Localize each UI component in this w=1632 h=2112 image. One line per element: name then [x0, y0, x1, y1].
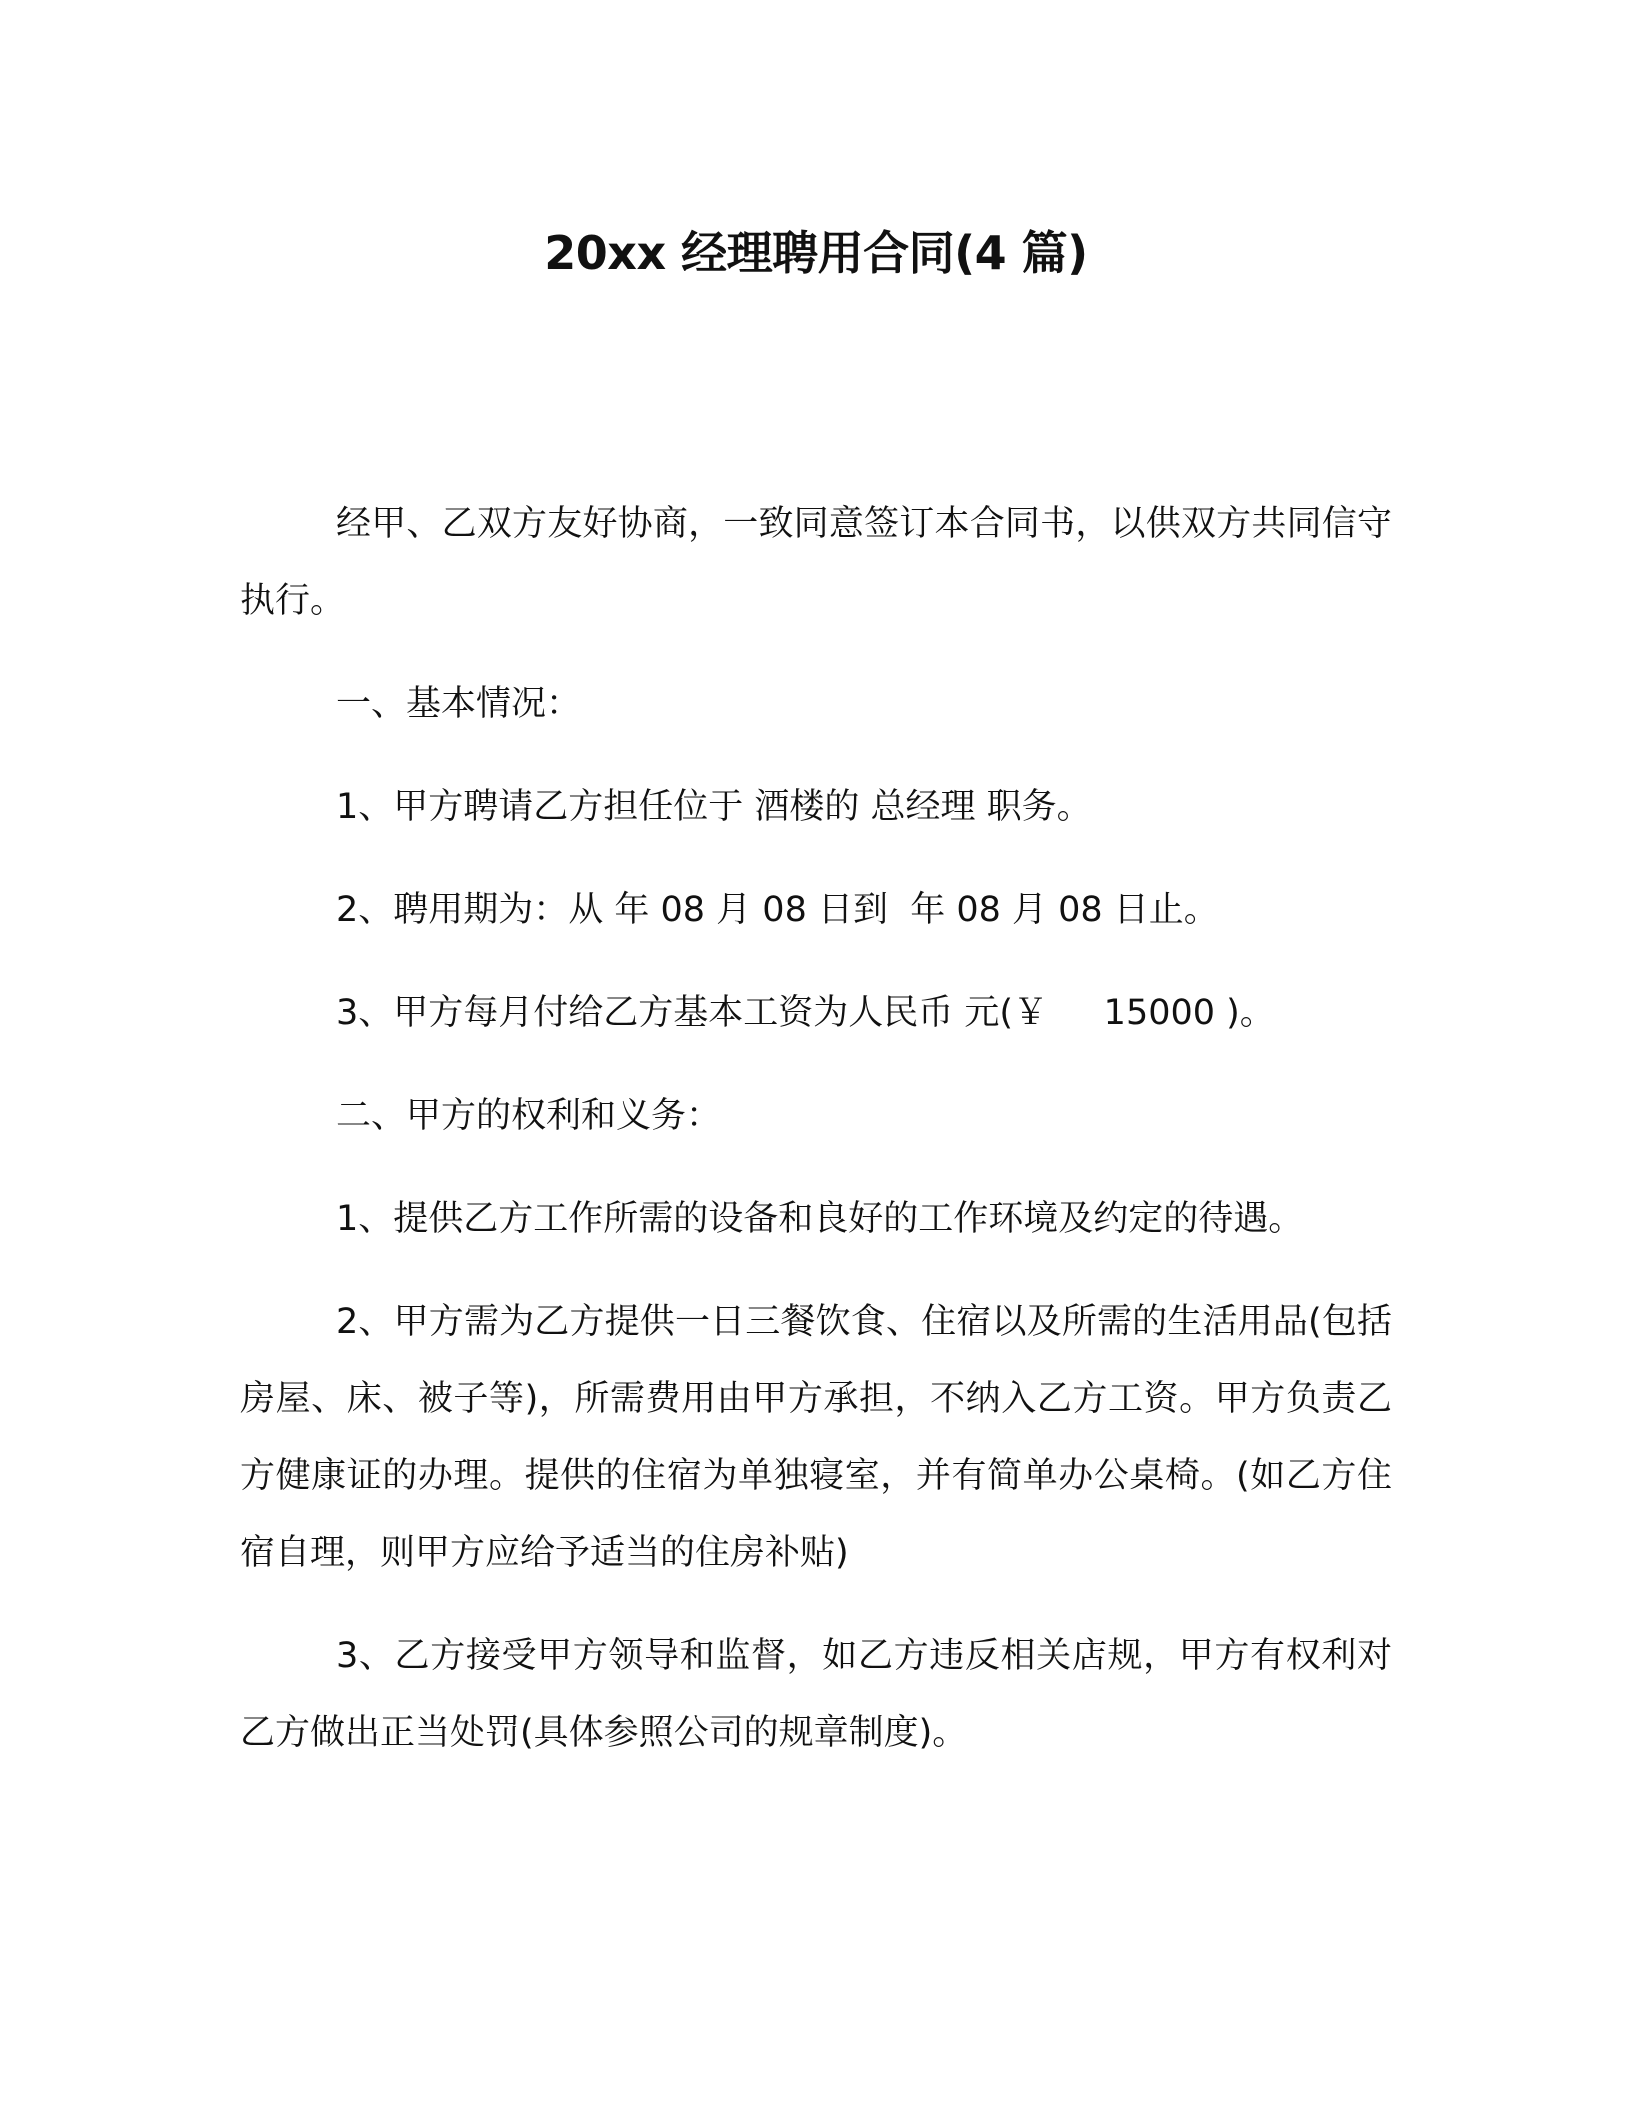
clause-equipment: 1、提供乙方工作所需的设备和良好的工作环境及约定的待遇。 [336, 1199, 1304, 1239]
clause-accommodation: 2、甲方需为乙方提供一日三餐饮食、住宿以及所需的生活用品(包括房屋、床、被子等)，所需费用由甲方承担，不纳入乙方工资。甲方负责乙方健康证的办理。提供的住宿为单独寝室，并有简单办公桌椅。(如乙方住宿自理，则甲方应给予适当的住房补贴) [240, 1302, 1392, 1573]
clause-position: 1、甲方聘请乙方担任位于 酒楼的 总经理 职务。 [336, 787, 1092, 827]
clause-term: 2、聘用期为：从 年 08 月 08 日到 年 08 月 08 日止。 [336, 890, 1219, 930]
clause-salary: 3、甲方每月付给乙方基本工资为人民币 元(￥ 15000 )。 [336, 993, 1275, 1033]
intro-paragraph: 经甲、乙双方友好协商，一致同意签订本合同书，以供双方共同信守执行。 [240, 504, 1392, 621]
section-heading-basic-info: 一、基本情况： [336, 684, 582, 724]
section-heading-party-a: 二、甲方的权利和义务： [336, 1096, 722, 1136]
clause-supervision: 3、乙方接受甲方领导和监督，如乙方违反相关店规，甲方有权利对乙方做出正当处罚(具体参照公司的规章制度)。 [240, 1636, 1392, 1753]
document-body [240, 486, 1392, 1798]
document-title: 20xx 经理聘用合同(4 篇) [544, 226, 1088, 280]
